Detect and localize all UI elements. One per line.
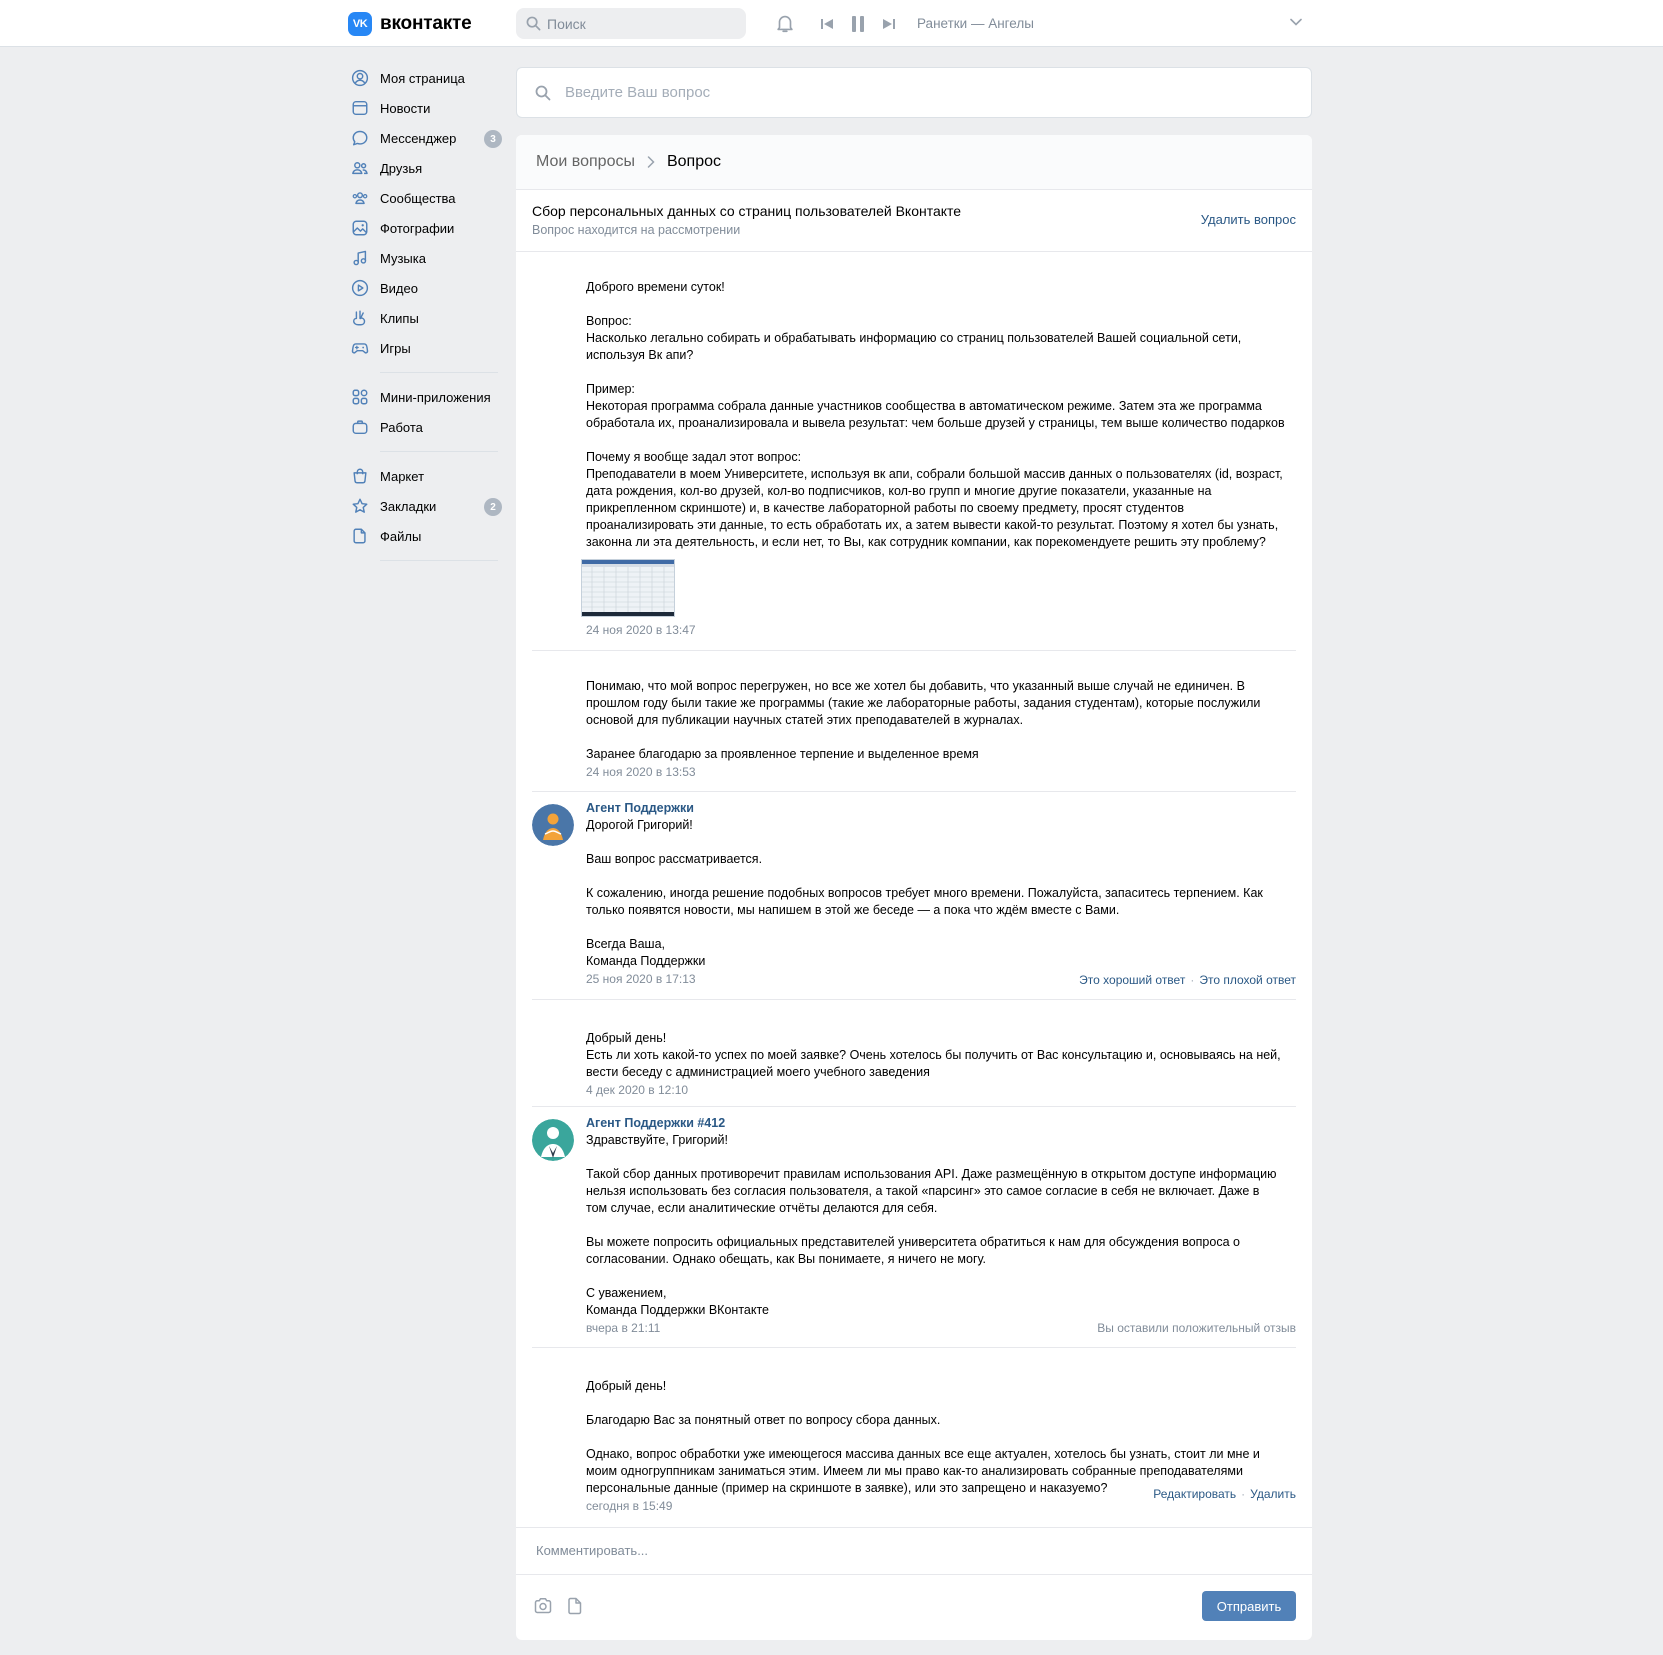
sidebar-item-label: Клипы: [380, 310, 419, 326]
sidebar-item-market[interactable]: [350, 461, 500, 491]
message-item: [532, 1348, 1296, 1513]
support-agent-avatar[interactable]: [532, 1119, 574, 1161]
message-item: [532, 792, 1296, 1000]
market-icon: [350, 466, 370, 486]
logo-text: вконтакте: [380, 13, 472, 34]
top-bar: [0, 0, 1663, 47]
chevron-down-icon[interactable]: [1290, 18, 1302, 26]
vk-logo-icon: VK: [348, 12, 372, 36]
sidebar-item-news[interactable]: [350, 93, 500, 123]
send-button[interactable]: Отправить: [1202, 1591, 1296, 1621]
bookmarks-badge: 2: [484, 498, 502, 516]
question-card: [516, 135, 1312, 1640]
video-icon: [350, 278, 370, 298]
pause-icon[interactable]: [850, 15, 866, 33]
sidebar-item-video[interactable]: [350, 273, 500, 303]
sidebar-item-messenger[interactable]: [350, 123, 500, 153]
sidebar-item-music[interactable]: [350, 243, 500, 273]
edit-message-link[interactable]: Редактировать: [1153, 1487, 1237, 1501]
comment-placeholder: Комментировать...: [536, 1543, 649, 1558]
rating-actions: [1079, 973, 1296, 987]
feedback-left-label: Вы оставили положительный отзыв: [1097, 1321, 1296, 1335]
message-text: Добрый день! Есть ли хоть какой-то успех по моей заявке? Очень хотелось бы получить от Вас консультацию и, основываясь на ней, вести беседу с администрацией моего учебного заведения: [586, 1031, 1281, 1079]
question-title: Сбор персональных данных со страниц пользователей Вконтакте: [532, 203, 962, 219]
star-icon: [350, 496, 370, 516]
separator-dot: ·: [1241, 1487, 1246, 1501]
message-item: [532, 651, 1296, 792]
apps-icon: [350, 387, 370, 407]
breadcrumb-my-questions[interactable]: Мои вопросы: [536, 153, 635, 170]
sidebar-item-photos[interactable]: [350, 213, 500, 243]
left-sidebar: [350, 63, 500, 570]
now-playing-track[interactable]: Ранетки — Ангелы: [917, 16, 1034, 31]
previous-track-icon[interactable]: [820, 17, 834, 31]
sidebar-item-friends[interactable]: [350, 153, 500, 183]
sidebar-item-games[interactable]: [350, 333, 500, 363]
breadcrumb-current: Вопрос: [666, 153, 721, 170]
sidebar-item-label: Мессенджер: [380, 130, 457, 146]
notifications-bell-icon[interactable]: [774, 12, 796, 37]
comment-input[interactable]: [516, 1527, 1312, 1575]
music-icon: [350, 248, 370, 268]
message-author[interactable]: Агент Поддержки: [586, 801, 694, 815]
message-text: Дорогой Григорий! Ваш вопрос рассматривается. К сожалению, иногда решение подобных вопросов требует много времени. Пожалуйста, запаситесь терпением. Как только появятся новости, мы напишем в этой же беседе — а пока что ждём вместе с Вами. Всегда Ваша, Команда Поддержки: [586, 818, 1263, 968]
sidebar-item-label: Новости: [380, 100, 431, 116]
gamepad-icon: [350, 338, 370, 358]
friends-icon: [350, 158, 370, 178]
sidebar-item-label: Мини-приложения: [380, 389, 491, 405]
sidebar-item-communities[interactable]: [350, 183, 500, 213]
sidebar-item-clips[interactable]: [350, 303, 500, 333]
user-circle-icon: [350, 68, 370, 88]
agent-avatar-icon: [532, 804, 574, 846]
sidebar-item-label: Музыка: [380, 250, 426, 266]
search-icon: [526, 16, 541, 31]
attached-screenshot[interactable]: [581, 559, 675, 617]
message-item: [532, 1000, 1296, 1107]
message-date: 24 ноя 2020 в 13:53: [586, 765, 696, 779]
chevron-right-icon: [647, 156, 655, 168]
question-header: [516, 190, 1312, 252]
message-text: Добрый день! Благодарю Вас за понятный ответ по вопросу сбора данных. Однако, вопрос обработки уже имеющегося массива данных все еще актуален, хотелось бы узнать, стоит ли мне и моим одногруппникам заниматься этим. Имеем ли мы право как-то анализировать собранные преподавателями персональные данные (пример на скриншоте в заявке), или это запрещено и наказуемо?: [586, 1379, 1260, 1495]
separator-dot: ·: [1190, 973, 1195, 987]
sidebar-item-bookmarks[interactable]: [350, 491, 500, 521]
clips-icon: [350, 308, 370, 328]
photo-icon: [350, 218, 370, 238]
message-date: сегодня в 15:49: [586, 1499, 673, 1513]
sidebar-item-files[interactable]: [350, 521, 500, 551]
breadcrumb: [516, 135, 1312, 190]
delete-question-link[interactable]: Удалить вопрос: [1200, 212, 1296, 227]
next-track-icon[interactable]: [882, 17, 896, 31]
sidebar-item-work[interactable]: [350, 412, 500, 442]
own-message-actions: [1153, 1487, 1296, 1501]
sidebar-item-label: Закладки: [380, 498, 437, 514]
sidebar-item-label: Фотографии: [380, 220, 455, 236]
sidebar-item-label: Моя страница: [380, 70, 465, 86]
messenger-badge: 3: [484, 130, 502, 148]
sidebar-item-label: Работа: [380, 419, 423, 435]
message-icon: [350, 128, 370, 148]
message-date: 25 ноя 2020 в 17:13: [586, 972, 696, 986]
sidebar-item-mini-apps[interactable]: [350, 382, 500, 412]
sidebar-item-label: Видео: [380, 280, 418, 296]
message-item: [532, 1107, 1296, 1348]
message-text: Здравствуйте, Григорий! Такой сбор данных противоречит правилам использования API. Даже размещённую в открытом доступе информацию нельзя использовать без согласия пользователя, а такой «парсинг» это самое согласие в себя не включает. Даже в том случае, если аналитические отчёты делаются для себя. Вы можете попросить официальных представителей университета обратиться к нам для обсуждения вопроса о согласовании. Однако обещать, как Вы понимаете, я ничего не могу. С уважением, Команда Поддержки ВКонтакте: [586, 1133, 1277, 1317]
spreadsheet-thumbnail-icon: [582, 560, 674, 616]
sidebar-item-label: Сообщества: [380, 190, 456, 206]
message-author[interactable]: Агент Поддержки #412: [586, 1116, 726, 1130]
search-placeholder: Поиск: [547, 15, 586, 32]
search-input[interactable]: [516, 8, 746, 39]
message-item: [532, 252, 1296, 651]
sidebar-item-label: Файлы: [380, 528, 422, 544]
sidebar-item-label: Игры: [380, 340, 411, 356]
message-date: 24 ноя 2020 в 13:47: [586, 623, 696, 637]
message-text: Доброго времени суток! Вопрос: Насколько легально собирать и обрабатывать информацию со страниц пользователей Вашей социальной сети, используя Вк апи? Пример: Некоторая программа собрала данные участников сообщества в автоматическом режиме. Затем эта же программа обработала их, проанализировала и вывела результат: чем больше друзей у страницы, тем выше количество подарков Почему я вообще задал этот вопрос: Преподаватели в моем Университете, используя вк апи, собрали большой массив данных о пользователях (id, возраст, дата рождения, кол-во друзей, кол-во подписчиков, кол-во групп и многие другие показатели, указанные на прикрепленном скриншоте) и, в качестве лабораторной работы по своему предмету, просят студентов проанализировать эти данные, то есть обработать их, а затем вывести какой-то результат. Поэтому я хотел бы узнать, законна ли эта деятельность, и если нет, то Вы, как сотрудник компании, как порекомендуете решить эту проблему?: [586, 280, 1285, 549]
bad-answer-link[interactable]: Это плохой ответ: [1199, 973, 1296, 987]
question-status: Вопрос находится на рассмотрении: [532, 223, 741, 237]
sidebar-item-label: Маркет: [380, 468, 425, 484]
sidebar-item-my-page[interactable]: [350, 63, 500, 93]
sidebar-divider: [380, 560, 498, 561]
delete-message-link[interactable]: Удалить: [1250, 1487, 1296, 1501]
briefcase-icon: [350, 417, 370, 437]
message-date: вчера в 21:11: [586, 1321, 661, 1335]
communities-icon: [350, 188, 370, 208]
ask-question-input[interactable]: [516, 67, 1312, 118]
feedback-status: [1097, 1321, 1296, 1335]
document-icon[interactable]: [567, 1597, 583, 1615]
sidebar-divider: [380, 451, 498, 452]
support-agent-avatar[interactable]: [532, 804, 574, 846]
message-date: 4 дек 2020 в 12:10: [586, 1083, 689, 1097]
good-answer-link[interactable]: Это хороший ответ: [1079, 973, 1186, 987]
search-icon: [535, 85, 551, 101]
message-list: [516, 252, 1312, 1513]
agent-avatar-icon: [532, 1119, 574, 1161]
file-icon: [350, 526, 370, 546]
sidebar-item-label: Друзья: [380, 160, 423, 176]
message-text: Понимаю, что мой вопрос перегружен, но все же хотел бы добавить, что указанный выше случай не единичен. В прошлом году были такие же программы (такие же лабораторные работы, задания студентам), которые послужили основой для публикации научных статей этих преподавателей в журналах. Заранее благодарю за проявленное терпение и выделенное время: [586, 679, 1261, 761]
vk-logo[interactable]: [348, 12, 471, 36]
audio-player: [820, 15, 896, 33]
composer-toolbar: [516, 1575, 1312, 1640]
news-icon: [350, 98, 370, 118]
ask-placeholder: Введите Ваш вопрос: [565, 84, 711, 101]
sidebar-divider: [380, 372, 498, 373]
camera-icon[interactable]: [533, 1597, 553, 1615]
